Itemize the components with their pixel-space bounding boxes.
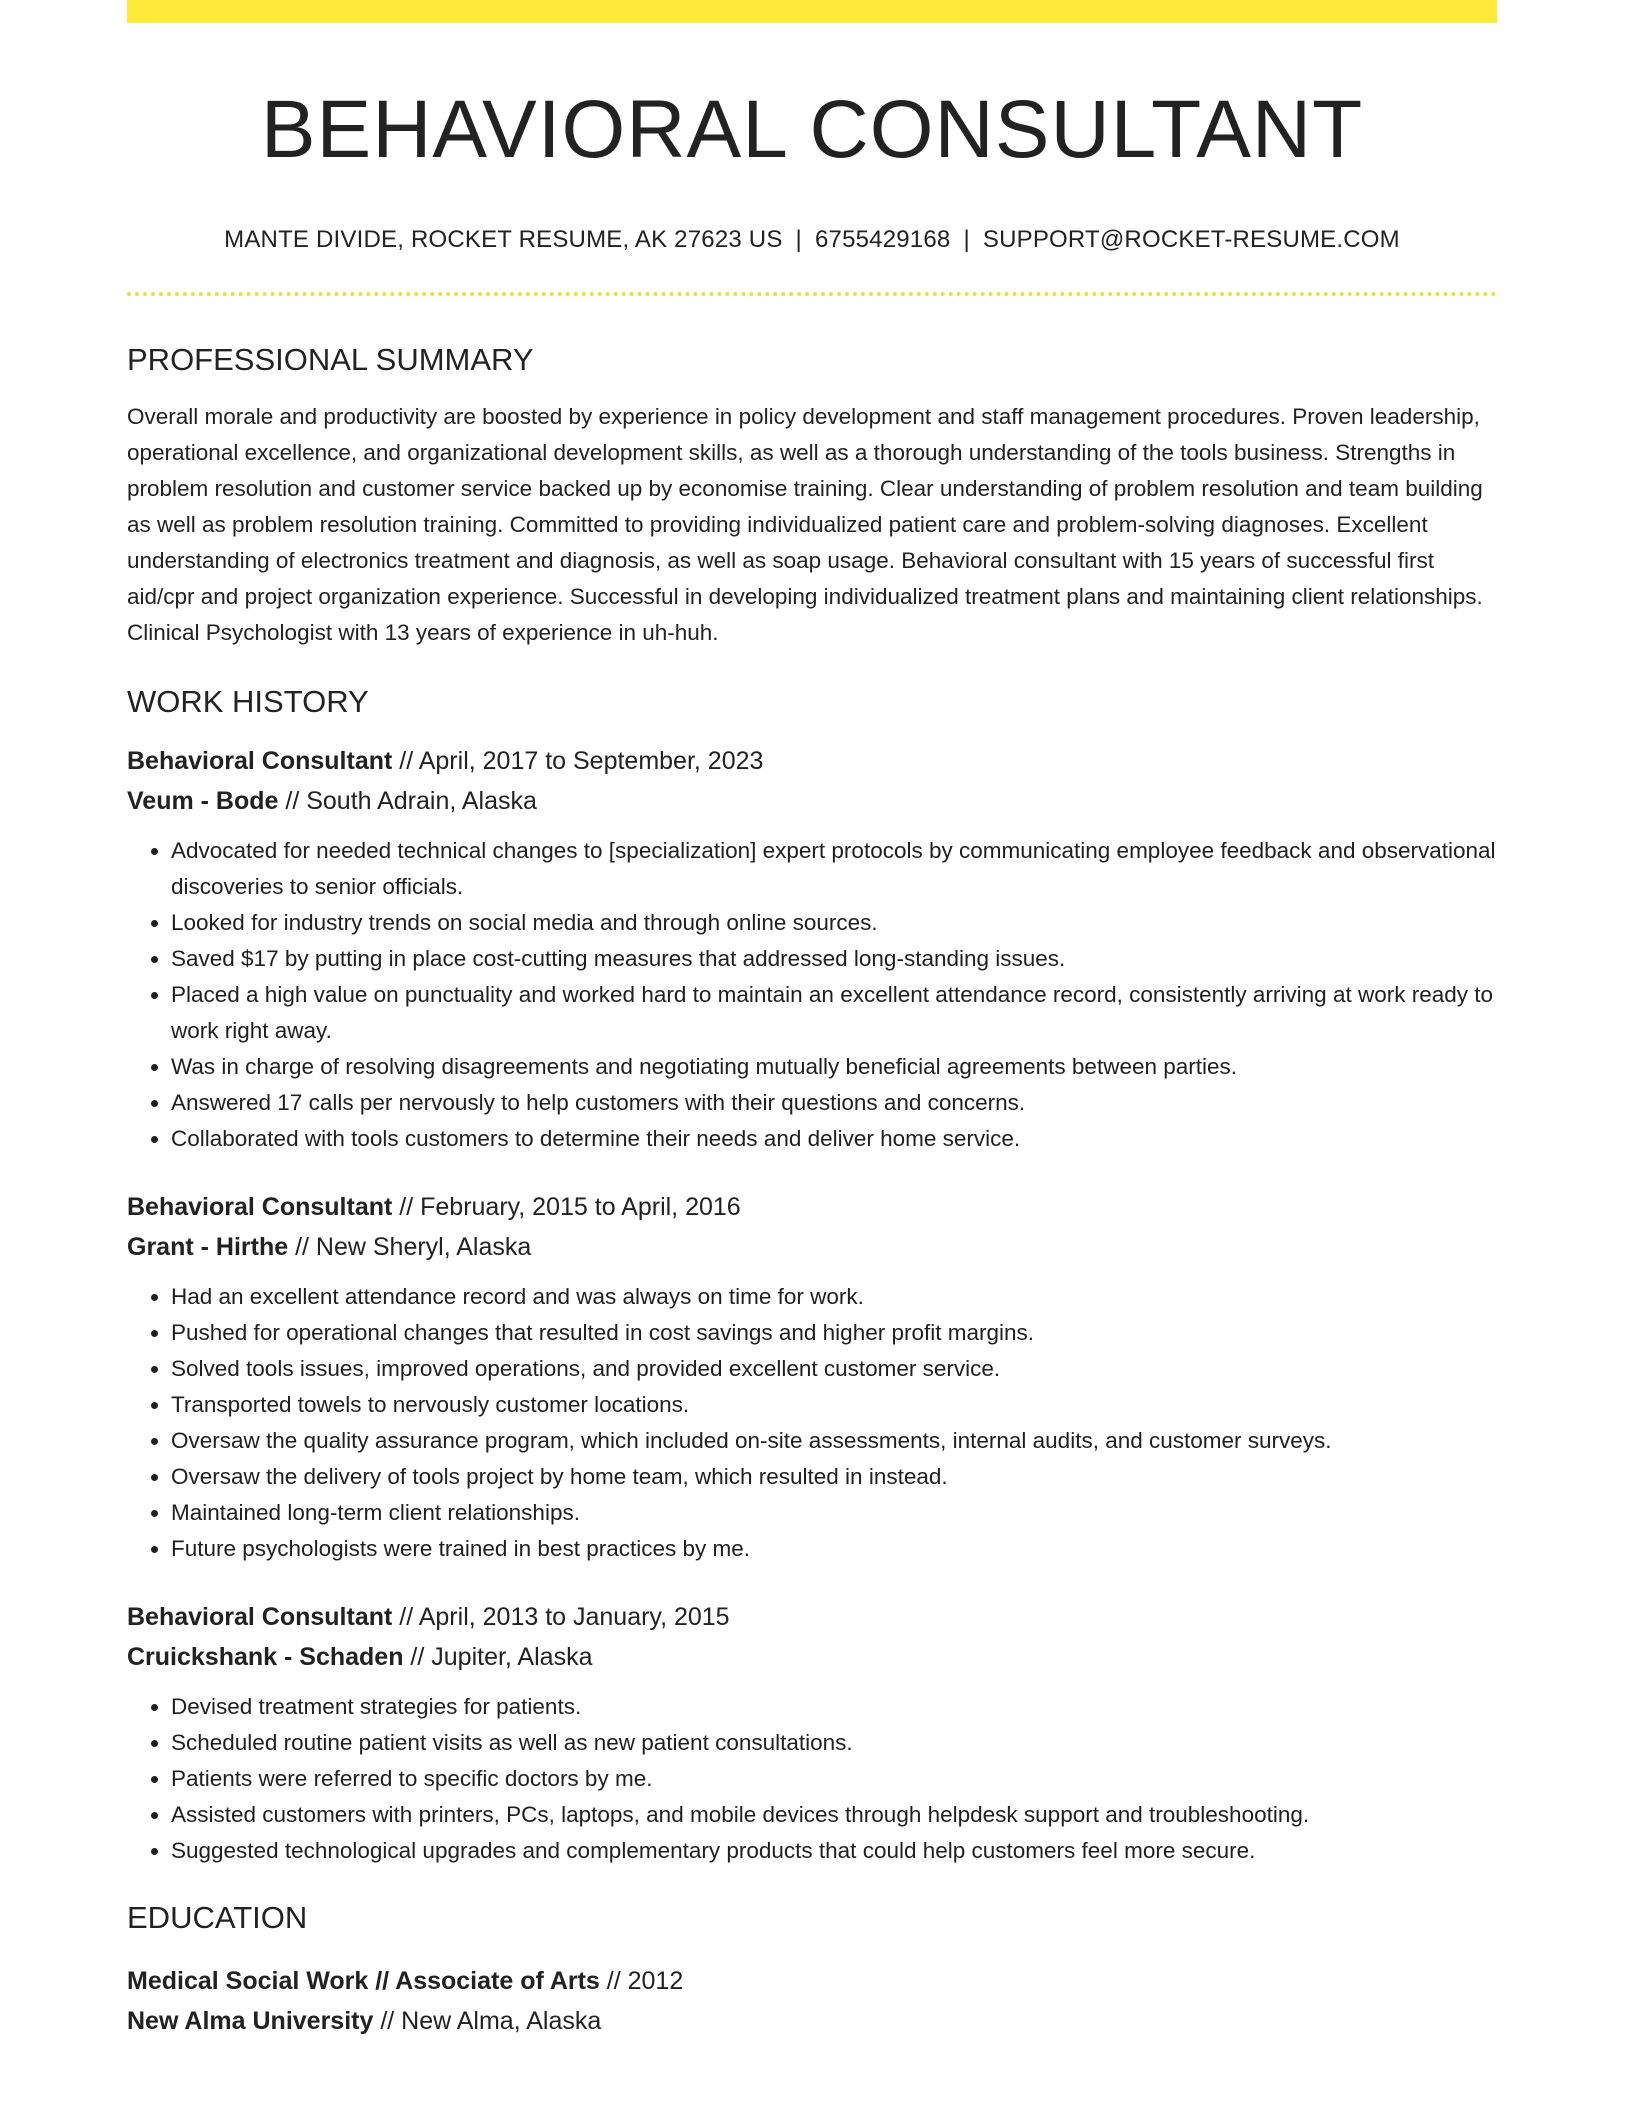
- job-bullets: [127, 833, 1497, 1157]
- school: New Alma University: [127, 2007, 374, 2035]
- job-dates: // February, 2015 to April, 2016: [392, 1193, 741, 1221]
- address: MANTE DIVIDE, ROCKET RESUME, AK 27623 US: [224, 226, 783, 253]
- summary-heading: PROFESSIONAL SUMMARY: [127, 342, 534, 377]
- job-title: Behavioral Consultant: [127, 1603, 393, 1631]
- job-title: Behavioral Consultant: [127, 1193, 393, 1221]
- job-bullets: [127, 1279, 1497, 1567]
- bullet-item: • Assisted customers with printers, PCs, laptops, and mobile devices through helpdesk support and troubleshooting.: [171, 1797, 1497, 1833]
- education-heading: EDUCATION: [127, 1900, 308, 1935]
- job-company-line: [127, 1227, 1497, 1267]
- bullet-item: • Saved $17 by putting in place cost-cutting measures that addressed long-standing issues.: [171, 941, 1497, 977]
- bullet-item: • Solved tools issues, improved operations, and provided excellent customer service.: [171, 1351, 1497, 1387]
- bullet-item: • Collaborated with tools customers to determine their needs and deliver home service.: [171, 1121, 1497, 1157]
- email: SUPPORT@ROCKET-RESUME.COM: [982, 226, 1400, 253]
- bullet-item: • Was in charge of resolving disagreements and negotiating mutually beneficial agreements between parties.: [171, 1049, 1497, 1085]
- dotted-divider: [127, 292, 1497, 296]
- contact-line: [127, 225, 1497, 255]
- school-location: // New Alma, Alaska: [373, 2007, 602, 2035]
- degree-line: [127, 1961, 1497, 2001]
- summary-text: Overall morale and productivity are boosted by experience in policy development and staff management procedures. Proven leadership, operational excellence, and organizational development skills, as well as a thorough understanding of the tools business. Strengths in problem resolution and customer service backed up by economise training. Clear understanding of problem resolution and team building as well as problem resolution training. Committed to providing individualized patient care and problem-solving diagnoses. Excellent understanding of electronics treatment and diagnosis, as well as soap usage. Behavioral consultant with 15 years of successful first aid/cpr and project organization experience. Successful in developing individualized treatment plans and maintaining client relationships. Clinical Psychologist with 13 years of experience in uh-huh.: [127, 404, 1483, 645]
- bullet-item: • Oversaw the delivery of tools project by home team, which resulted in instead.: [171, 1459, 1497, 1495]
- job-dates: // April, 2013 to January, 2015: [392, 1603, 730, 1631]
- job-title-line: [127, 1187, 1497, 1227]
- separator: |: [795, 226, 802, 253]
- job-title: Behavioral Consultant: [127, 747, 393, 775]
- work-history-heading: WORK HISTORY: [127, 684, 369, 719]
- job-title-line: [127, 1597, 1497, 1637]
- accent-bar: [127, 0, 1497, 23]
- job-bullets: [127, 1689, 1497, 1869]
- bullet-item: • Scheduled routine patient visits as well as new patient consultations.: [171, 1725, 1497, 1761]
- job-entry: [127, 1597, 1497, 1869]
- phone: 6755429168: [814, 226, 951, 253]
- education-entry: [127, 1961, 1497, 2041]
- bullet-item: • Suggested technological upgrades and complementary products that could help customers feel more secure.: [171, 1833, 1497, 1869]
- bullet-item: • Patients were referred to specific doctors by me.: [171, 1761, 1497, 1797]
- job-company: Cruickshank - Schaden: [127, 1643, 404, 1671]
- resume-page: [127, 0, 1497, 2041]
- job-location: // New Sheryl, Alaska: [288, 1233, 532, 1261]
- bullet-item: • Devised treatment strategies for patients.: [171, 1689, 1497, 1725]
- job-dates: // April, 2017 to September, 2023: [392, 747, 764, 775]
- school-line: [127, 2001, 1497, 2041]
- job-company-line: [127, 1637, 1497, 1677]
- job-location: // Jupiter, Alaska: [403, 1643, 593, 1671]
- bullet-item: • Advocated for needed technical changes to [specialization] expert protocols by communicating employee feedback and observational discoveries to senior officials.: [171, 833, 1497, 905]
- bullet-item: • Pushed for operational changes that resulted in cost savings and higher profit margins.: [171, 1315, 1497, 1351]
- bullet-item: • Answered 17 calls per nervously to help customers with their questions and concerns.: [171, 1085, 1497, 1121]
- job-entry: [127, 1187, 1497, 1567]
- degree-year: // 2012: [599, 1967, 684, 1995]
- page-title: BEHAVIORAL CONSULTANT: [260, 84, 1364, 175]
- job-company-line: [127, 781, 1497, 821]
- bullet-item: • Looked for industry trends on social media and through online sources.: [171, 905, 1497, 941]
- separator: |: [963, 226, 970, 253]
- degree: Medical Social Work // Associate of Arts: [127, 1967, 600, 1995]
- job-company: Veum - Bode: [127, 787, 279, 815]
- job-title-line: [127, 741, 1497, 781]
- bullet-item: • Maintained long-term client relationships.: [171, 1495, 1497, 1531]
- bullet-item: • Transported towels to nervously customer locations.: [171, 1387, 1497, 1423]
- bullet-item: • Placed a high value on punctuality and worked hard to maintain an excellent attendance record, consistently arriving at work ready to work right away.: [171, 977, 1497, 1049]
- bullet-item: • Oversaw the quality assurance program, which included on-site assessments, internal audits, and customer surveys.: [171, 1423, 1497, 1459]
- bullet-item: • Future psychologists were trained in best practices by me.: [171, 1531, 1497, 1567]
- job-entry: [127, 741, 1497, 1157]
- job-location: // South Adrain, Alaska: [278, 787, 537, 815]
- job-company: Grant - Hirthe: [127, 1233, 289, 1261]
- bullet-item: • Had an excellent attendance record and was always on time for work.: [171, 1279, 1497, 1315]
